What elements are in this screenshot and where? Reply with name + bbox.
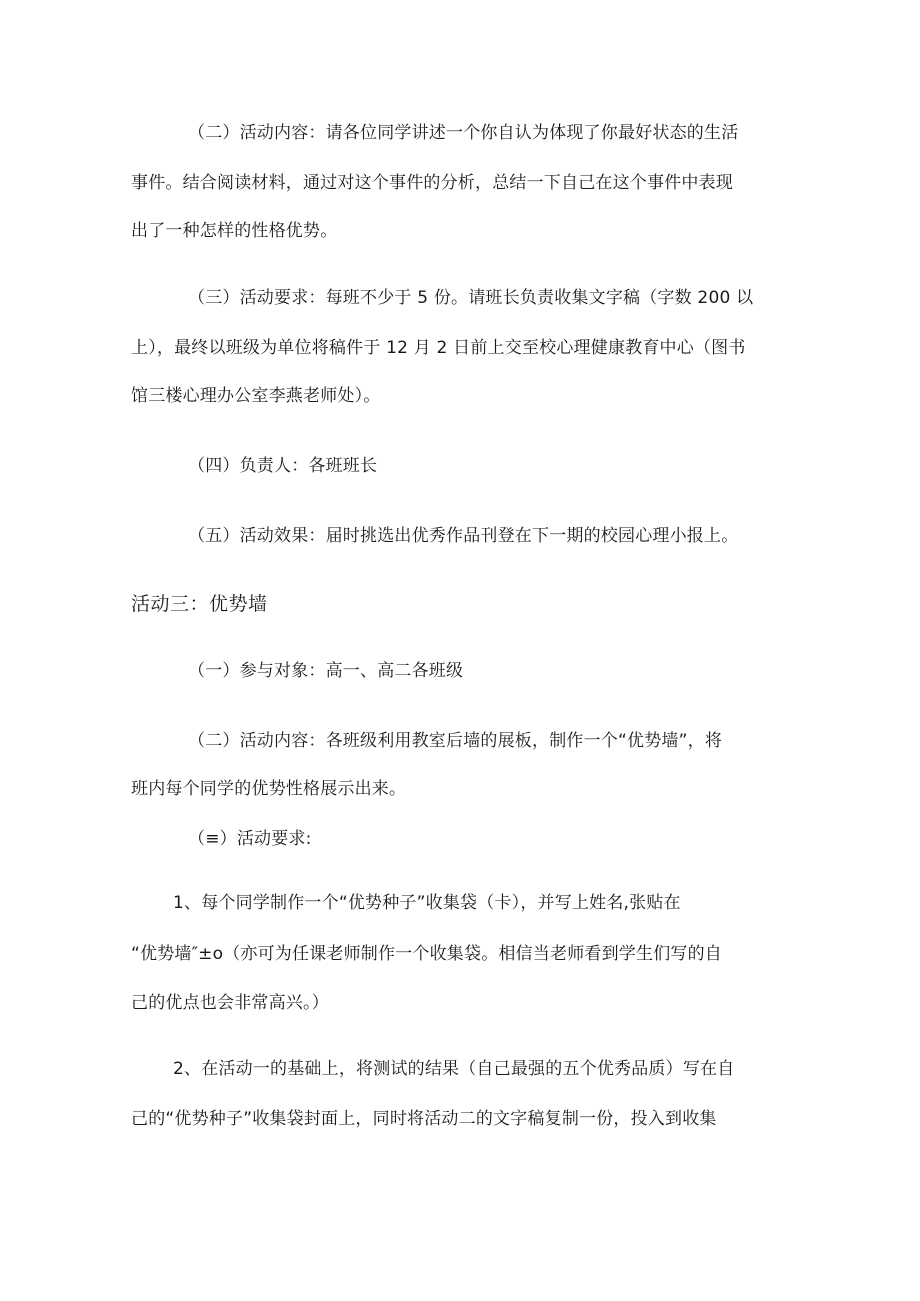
text-line: （四）负责人：各班班长 — [188, 456, 378, 476]
section-heading: 活动三：优势墙 — [131, 593, 268, 615]
text-line: 2、在活动一的基础上，将测试的结果（自己最强的五个优秀品质）写在自 — [173, 1059, 735, 1079]
text-line: 上），最终以班级为单位将稿件于 12 月 2 日前上交至校心理健康教育中心（图书 — [131, 338, 746, 358]
text-line: （≡）活动要求: — [188, 829, 312, 849]
text-line: （二）活动内容：请各位同学讲述一个你自认为体现了你最好状态的生活 — [188, 123, 739, 143]
text-line: 出了一种怎样的性格优势。 — [131, 221, 338, 241]
text-line: 1、每个同学制作一个“优势种子”收集袋（卡），并写上姓名,张贴在 — [173, 893, 681, 913]
text-line: （二）活动内容：各班级利用教室后墙的展板，制作一个“优势墙”，将 — [188, 731, 723, 751]
text-line: 己的“优势种子”收集袋封面上，同时将活动二的文字稿复制一份，投入到收集 — [131, 1109, 717, 1129]
text-line: 己的优点也会非常高兴。） — [131, 993, 329, 1013]
text-line: 馆三楼心理办公室李燕老师处）。 — [131, 386, 381, 406]
text-line: 班内每个同学的优势性格展示出来。 — [131, 779, 407, 799]
text-line: （五）活动效果：届时挑选出优秀作品刊登在下一期的校园心理小报上。 — [188, 526, 739, 546]
text-line: （三）活动要求：每班不少于 5 份。请班长负责收集文字稿（字数 200 以 — [188, 288, 754, 308]
text-line: （一）参与对象：高一、高二各班级 — [188, 661, 464, 681]
text-line: 事件。结合阅读材料，通过对这个事件的分析，总结一下自己在这个事件中表现 — [131, 173, 733, 193]
text-line: “优势墙″±o（亦可为任课老师制作一个收集袋。相信当老师看到学生们写的自 — [131, 944, 723, 964]
